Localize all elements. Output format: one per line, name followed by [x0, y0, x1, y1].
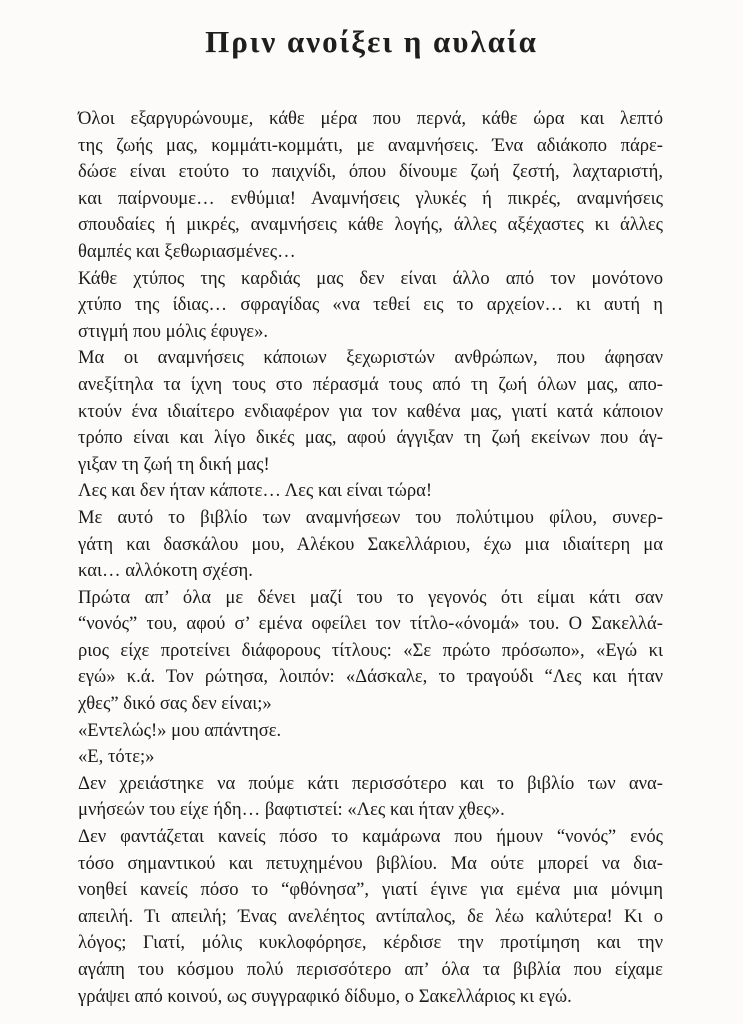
body-text	[78, 106, 663, 1010]
text-line: σπουδαίες ή μικρές, αναμνήσεις κάθε λογής, άλλες αξέχαστες κι άλλες	[78, 214, 663, 236]
text-line: λόγος; Γιατί, μόλις κυκλοφόρησε, κέρδισε την προτίμηση και την	[78, 932, 663, 954]
text-line: αγάπη του κόσμου πολύ περισσότερο απ’ όλα τα βιβλία που είχαμε	[78, 959, 663, 980]
text-line: ανεξίτηλα τα ίχνη τους στο πέρασμά τους από τη ζωή όλων μας, απο-	[78, 373, 663, 395]
text-line: Κάθε χτύπος της καρδιάς μας δεν είναι άλλο από τον μονότονο	[78, 267, 663, 289]
text-line: χθες” δικό σας δεν είναι;»	[78, 693, 272, 715]
text-line: και… αλλόκοτη σχέση.	[78, 560, 253, 582]
text-line: “νονός” του, αφού σ’ εμένα οφείλει τον τίτλο-«όνομά» του. Ο Σακελλά-	[78, 613, 663, 635]
text-line: Μα οι αναμνήσεις κάποιων ξεχωριστών ανθρώπων, που άφησαν	[78, 347, 663, 369]
text-line: εγώ» κ.ά. Τον ρώτησα, λοιπόν: «Δάσκαλε, το τραγούδι “Λες και ήταν	[78, 666, 663, 688]
text-line: γάτη και δασκάλου μου, Αλέκου Σακελλάριου, έχω μια ιδιαίτερη μα	[78, 533, 663, 555]
text-line: χτύπο της ίδιας… σφραγίδας «να τεθεί εις το αρχείον… κι αυτή η	[78, 294, 663, 316]
text-line: νοηθεί κανείς πόσο το “φθόνησα”, γιατί έγινε για εμένα μια μόνιμη	[78, 879, 663, 901]
text-line: γιξαν τη ζωή τη δική μας!	[78, 453, 270, 475]
text-line: ριος είχε προτείνει διάφορους τίτλους: «Σε πρώτο πρόσωπο», «Εγώ κι	[78, 639, 663, 661]
text-line: κτούν ένα ιδιαίτερο ενδιαφέρον για τον καθένα μας, γιατί κατά κάποιον	[78, 400, 663, 422]
text-line: «Εντελώς!» μου απάντησε.	[78, 719, 282, 741]
text-line: «Ε, τότε;»	[78, 746, 155, 768]
text-line: θαμπές και ξεθωριασμένες…	[78, 240, 296, 262]
text-line: Όλοι εξαργυρώνουμε, κάθε μέρα που περνά, κάθε ώρα και λεπτό	[78, 108, 663, 129]
text-line: γράψει από κοινού, ως συγγραφικό δίδυμο, ο Σακελλάριος κι εγώ.	[78, 985, 572, 1007]
text-line: Λες και δεν ήταν κάποτε… Λες και είναι τώρα!	[78, 480, 433, 502]
text-line: Πρώτα απ’ όλα με δένει μαζί του το γεγονός ότι είμαι κάτι σαν	[78, 586, 663, 608]
text-line: στιγμή που μόλις έφυγε».	[78, 320, 269, 342]
page-title: Πριν ανοίξει η αυλαία	[205, 24, 538, 59]
text-line: και παίρνουμε… ενθύμια! Αναμνήσεις γλυκές ή πικρές, αναμνήσεις	[78, 187, 663, 209]
text-line: Δεν φαντάζεται κανείς πόσο το καμάρωνα που ήμουν “νονός” ενός	[78, 826, 663, 848]
text-line: Δεν χρειάστηκε να πούμε κάτι περισσότερο και το βιβλίο των ανα-	[78, 772, 663, 794]
text-line: της ζωής μας, κομμάτι-κομμάτι, με αναμνήσεις. Ένα αδιάκοπο πάρε-	[78, 134, 663, 156]
text-line: Με αυτό το βιβλίο των αναμνήσεων του πολύτιμου φίλου, συνερ-	[78, 506, 663, 528]
text-line: τρόπο είναι και λίγο δικές μας, αφού άγγιξαν τη ζωή εκείνων που άγ-	[78, 427, 663, 449]
text-line: μνήσεών του είχε ήδη… βαφτιστεί: «Λες και ήταν χθες».	[78, 799, 505, 821]
text-line: απειλή. Τι απειλή; Ένας ανελέητος αντίπαλος, δε λέω καλύτερα! Κι ο	[78, 905, 663, 927]
text-line: δώσε είναι ετούτο το παιχνίδι, όπου δίνουμε ζωή ζεστή, λαχταριστή,	[78, 161, 663, 183]
text-line: τόσο σημαντικού και πετυχημένου βιβλίου. Μα ούτε μπορεί να δια-	[78, 852, 663, 874]
